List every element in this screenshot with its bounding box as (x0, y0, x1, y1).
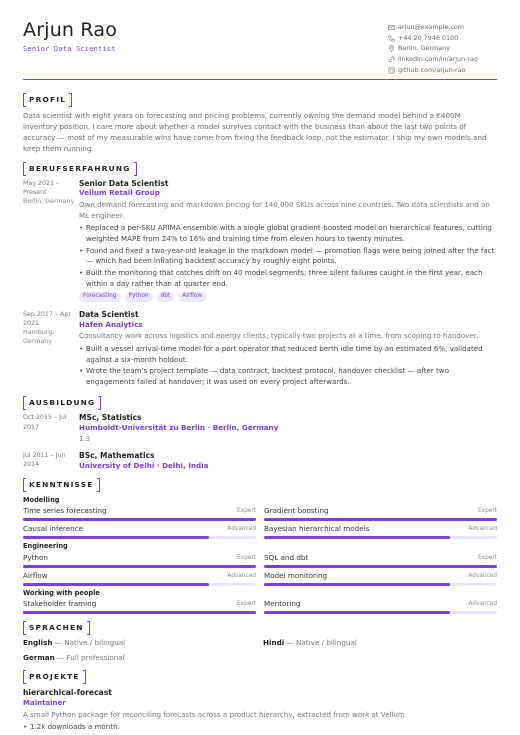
job-location: Hamburg, Germany (23, 329, 55, 346)
language-level: — Full professional (57, 652, 125, 662)
achievement-item: • Built a vessel arrival-time model for a port operator that reduced berth idle time by an estimated 6%, validated against a six-month holdout. (79, 344, 497, 365)
skill-bar (23, 611, 256, 614)
skill-name: Model monitoring (264, 570, 328, 580)
job-details (79, 310, 497, 389)
skill-level: Advanced (468, 572, 497, 579)
skill-bar-fill (23, 611, 256, 614)
school: University of Delhi · Delhi, India (79, 460, 209, 470)
github-icon (388, 67, 395, 74)
achievement-item: • Replaced a per-SKU ARIMA ensemble with a single global gradient-boosted model on hierarchical features, cutting weighted MAPE from 24% to 16% and training time from eleven hours to twenty minutes. (79, 223, 497, 244)
email-icon (388, 24, 395, 31)
degree: MSc, Statistics (79, 413, 142, 423)
project-highlights (23, 722, 497, 733)
education-details (79, 451, 497, 470)
skill-name: Gradient boosting (264, 506, 329, 516)
skill-bar (23, 565, 256, 568)
language-item (23, 653, 263, 663)
phone-icon (388, 35, 395, 42)
language-item (263, 638, 497, 648)
job-dates: May 2021 – Present (23, 179, 60, 196)
skill-bar-fill (264, 518, 497, 521)
skill-bar (264, 518, 497, 521)
skill-group (23, 506, 497, 539)
job-description: Own demand forecasting and markdown pricing for 140,000 SKUs across nine countries. Two data scientists and an ML engineer. (79, 200, 490, 220)
skill-bar (264, 611, 497, 614)
job-title: Data Scientist (79, 309, 139, 319)
skill-bar-fill (264, 536, 450, 539)
skill-bar-fill (23, 583, 209, 586)
skill-level: Expert (237, 554, 256, 561)
project-highlight: • 1.2k downloads a month. (23, 722, 497, 733)
skill-item (264, 571, 497, 586)
education-section (23, 396, 497, 470)
skill-group-label: Working with people (23, 588, 100, 597)
skill-group (23, 553, 497, 586)
achievement-item: • Wrote the team's project template — data contract, backtest protocol, handover checklist — after two engagements failed at handover; it was used on every project afterwards. (79, 366, 497, 387)
degree: BSc, Mathematics (79, 451, 155, 461)
section-title-profile: PROFIL (23, 93, 72, 106)
skill-level: Expert (478, 508, 497, 515)
education-dates: Jul 2011 – Jun 2014 (23, 452, 66, 469)
skill-item (23, 571, 256, 586)
experience-section (23, 162, 497, 389)
skill-bar (264, 565, 497, 568)
project-role: Maintainer (23, 699, 66, 708)
skill-bar-fill (23, 536, 209, 539)
skill-item (23, 506, 256, 521)
education-details (79, 413, 497, 444)
education-entry (23, 413, 497, 444)
language-name: German (23, 652, 55, 662)
project-name: hierarchical-forecast (23, 688, 112, 698)
skill-level: Advanced (227, 572, 256, 579)
grade: 1.3 (79, 434, 91, 443)
skill-level: Expert (237, 508, 256, 515)
projects-section (23, 670, 497, 733)
skills-section (23, 478, 497, 615)
skill-group-label: Modelling (23, 495, 60, 504)
job-entry (23, 179, 497, 302)
skill-name: Time series forecasting (23, 506, 107, 516)
job-company: Hafen Analytics (79, 319, 143, 329)
skill-bar-fill (264, 565, 497, 568)
header-divider (23, 79, 497, 80)
contact-location (388, 44, 483, 55)
skill-name: Python (23, 552, 48, 562)
section-title-languages: SPRACHEN (23, 621, 90, 634)
link-icon (388, 56, 395, 63)
skill-level: Expert (478, 554, 497, 561)
skill-name: Causal inference (23, 524, 84, 534)
job-description: Consultancy work across logistics and energy clients; typically two projects at a time, from scoping to handover. (79, 331, 479, 341)
language-item (23, 638, 263, 648)
school: Humboldt-Universität zu Berlin · Berlin, Germany (79, 423, 279, 433)
skill-bar (23, 518, 256, 521)
language-name: English (23, 638, 53, 648)
achievement-item: • Found and fixed a two-year-old leakage in the markdown model — promotion flags were being joined after the fact — which had been inflating backtest accuracy by roughly eight points. (79, 246, 497, 267)
profile-section (23, 93, 497, 155)
skill-bar (23, 583, 256, 586)
skill-tag: Airflow (178, 292, 206, 302)
resume-header (23, 20, 497, 82)
skill-item (264, 506, 497, 521)
person-name: Arjun Rao (23, 19, 118, 41)
language-name: Hindi (263, 638, 285, 648)
skill-level: Advanced (468, 601, 497, 608)
skill-item (264, 524, 497, 539)
project-entry (23, 687, 497, 733)
skill-item (264, 553, 497, 568)
skill-name: SQL and dbt (264, 552, 309, 562)
skill-bar (264, 583, 497, 586)
skill-tag: dbt (157, 292, 175, 302)
job-location: Berlin, Germany (23, 197, 75, 205)
resume-page (23, 20, 497, 734)
skill-item (264, 599, 497, 614)
section-title-projects: PROJEKTE (23, 670, 86, 683)
profile-summary: Data scientist with eight years on forecasting and pricing problems, currently owning the demand model behind a €400M inventory position. I care more about whether a model survives contact with the business than about the last two points of accuracy — most of my measurable wins have come from fixing the feedback loop, not the estimator. I ship my own models and keep them running. (23, 111, 487, 154)
contact-phone-text: +44 20 7946 0100 (398, 33, 459, 42)
project-description: A small Python package for reconciling forecasts across a product hierarchy, extracted from work at Vellum. (23, 710, 408, 720)
job-company: Vellum Retail Group (79, 188, 160, 198)
skill-group-label: Engineering (23, 542, 68, 551)
languages-list (23, 638, 497, 663)
section-title-education: AUSBILDUNG (23, 396, 101, 409)
job-entry (23, 310, 497, 389)
education-dates: Oct 2015 – Jul 2017 (23, 414, 67, 431)
contact-linkedin-text: linkedin.com/in/arjun-rao (398, 55, 478, 64)
skill-level: Advanced (468, 526, 497, 533)
job-dates: Sep 2017 – Apr 2021 (23, 310, 71, 327)
contact-github-text: github.com/arjun-rao (398, 65, 466, 74)
skill-tag: Python (125, 292, 153, 302)
job-subtitle: Senior Data Scientist (23, 44, 116, 53)
skill-bar (264, 536, 497, 539)
skill-item (23, 599, 256, 614)
location-icon (388, 45, 395, 52)
skill-bar-fill (264, 611, 450, 614)
contact-github[interactable] (388, 65, 483, 76)
skill-item (23, 524, 256, 539)
skill-bar (23, 536, 256, 539)
section-title-skills: KENNTNISSE (23, 478, 100, 491)
contact-email[interactable] (388, 22, 483, 33)
contact-linkedin[interactable] (388, 54, 483, 65)
language-level: — Native / bilingual (54, 638, 126, 648)
languages-section (23, 621, 497, 663)
job-date-column (23, 310, 79, 389)
job-details (79, 179, 497, 302)
job-achievements (79, 223, 497, 289)
job-date-column (23, 179, 79, 302)
job-tags (79, 292, 497, 302)
skill-name: Mentoring (264, 599, 301, 609)
contact-phone[interactable] (388, 33, 483, 44)
skill-name: Stakeholder framing (23, 599, 97, 609)
contact-list (388, 22, 483, 76)
skill-name: Bayesian hierarchical models (264, 524, 370, 534)
skill-item (23, 553, 256, 568)
skill-group (23, 599, 497, 614)
skills-list (23, 496, 497, 615)
contact-location-text: Berlin, Germany (398, 44, 450, 53)
contact-email-text: arjun@example.com (398, 22, 464, 31)
skill-bar-fill (264, 583, 450, 586)
achievement-item: • Built the monitoring that catches drift on 40 model segments; three silent failures caught in the first year, each within a day rather than at quarter end. (79, 268, 497, 289)
job-title: Senior Data Scientist (79, 178, 169, 188)
language-level: — Native / bilingual (286, 638, 357, 648)
skill-tag: Forecasting (79, 292, 121, 302)
skill-name: Airflow (23, 570, 48, 580)
job-achievements (79, 344, 497, 388)
section-title-experience: BERUFSERFAHRUNG (23, 162, 137, 175)
skill-bar-fill (23, 518, 256, 521)
skill-level: Advanced (227, 526, 256, 533)
skill-bar-fill (23, 565, 256, 568)
education-entry (23, 451, 497, 470)
skill-level: Expert (237, 601, 256, 608)
